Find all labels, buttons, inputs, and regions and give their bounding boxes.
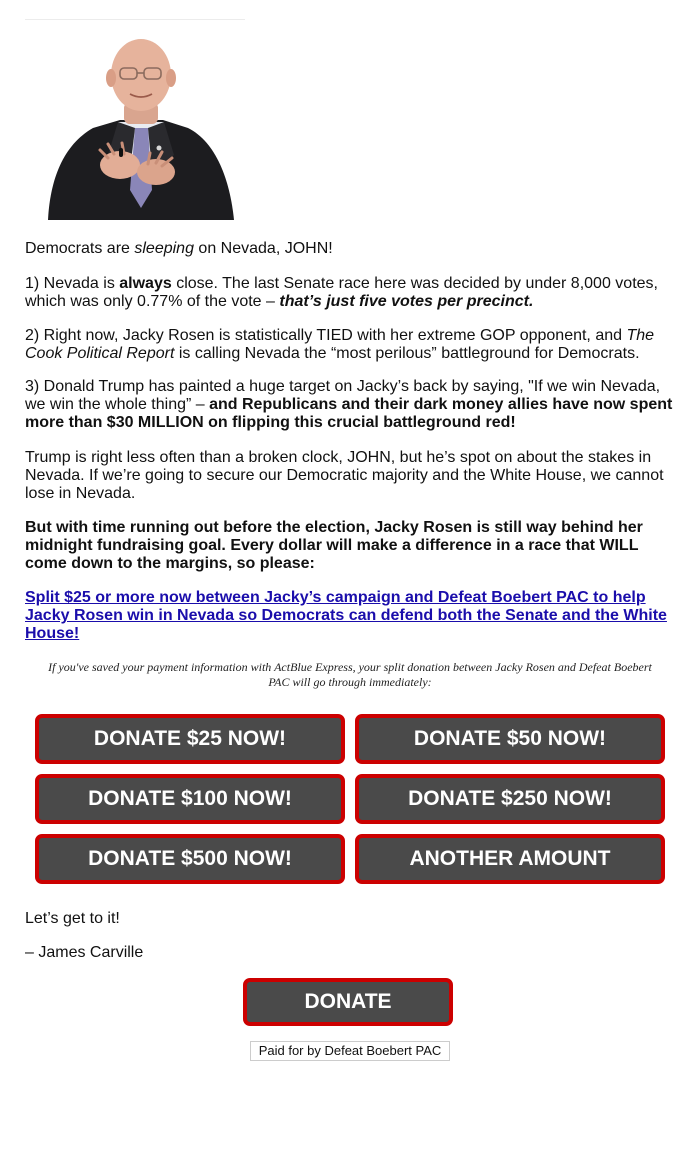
another-amount-button[interactable]: ANOTHER AMOUNT <box>355 834 665 884</box>
point-2-pre: 2) Right now, Jacky Rosen is statistically TIED with her extreme GOP opponent, and <box>25 327 627 344</box>
greeting-pre: Democrats are <box>25 240 135 257</box>
point-3-strong: and Republicans and their dark money allies have now spent more than $30 MILLION on flipping this crucial battleground red! <box>25 396 673 431</box>
donate-500-button[interactable]: DONATE $500 NOW! <box>35 834 345 884</box>
header-divider <box>25 19 245 20</box>
closing-line: Let’s get to it! <box>25 910 120 927</box>
point-2-paragraph <box>25 327 675 363</box>
greeting-post: on Nevada, JOHN! <box>193 240 333 257</box>
donate-250-button[interactable]: DONATE $250 NOW! <box>355 774 665 824</box>
donate-100-button[interactable]: DONATE $100 NOW! <box>35 774 345 824</box>
paid-for-by-footer: Paid for by Defeat Boebert PAC <box>250 1041 450 1061</box>
point-2-emphasis: The Cook Political Report <box>25 327 655 362</box>
trump-paragraph: Trump is right less often than a broken clock, JOHN, but he’s spot on about the stakes in Nevada. If we’re going to secure our Democratic majority and the White House, we cannot lose in Nevada. <box>25 449 664 502</box>
speaker-photo <box>38 30 238 220</box>
actblue-disclaimer: If you've saved your payment information with ActBlue Express, your split donation between Jacky Rosen and Defeat Boebert PAC will go through immediately: <box>48 660 652 689</box>
urgent-paragraph: But with time running out before the election, Jacky Rosen is still way behind her midnight fundraising goal. Every dollar will make a difference in a race that WILL come down to the margins, so please: <box>25 519 643 572</box>
donate-50-button[interactable]: DONATE $50 NOW! <box>355 714 665 764</box>
donate-25-button[interactable]: DONATE $25 NOW! <box>35 714 345 764</box>
speaker-photo-illustration <box>38 30 238 220</box>
point-1-strong: always <box>119 275 172 292</box>
split-donation-link[interactable]: Split $25 or more now between Jacky’s campaign and Defeat Boebert PAC to help Jacky Rosen win in Nevada so Democrats can defend both the Senate and the White House! <box>25 589 667 642</box>
point-1-pre: 1) Nevada is <box>25 275 120 292</box>
point-3-paragraph <box>25 378 675 432</box>
point-3-pre: 3) Donald Trump has painted a huge target on Jacky’s back by saying, "If we win Nevada, we win the whole thing” – <box>25 378 661 413</box>
signature: – James Carville <box>25 944 144 961</box>
point-1-paragraph <box>25 275 675 311</box>
point-2-post: is calling Nevada the “most perilous” battleground for Democrats. <box>174 345 640 362</box>
greeting-emphasis: sleeping <box>134 240 194 257</box>
greeting-line <box>25 240 675 258</box>
point-1-mid: close. The last Senate race here was decided by under 8,000 votes, which was only 0.77% of the vote – <box>25 275 658 310</box>
point-1-strong-emphasis: that’s just five votes per precinct. <box>279 293 534 310</box>
donate-button[interactable]: DONATE <box>243 978 453 1026</box>
